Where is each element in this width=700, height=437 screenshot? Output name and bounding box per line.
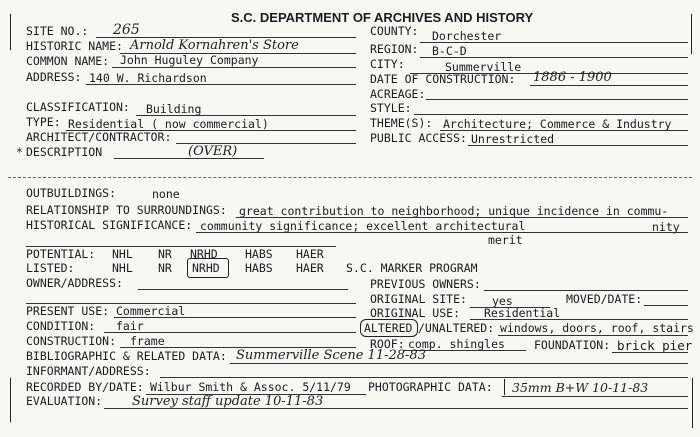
potential-nr: NR <box>158 247 172 261</box>
site-no-value: 265 <box>113 22 140 38</box>
unaltered-label: /UNALTERED: <box>418 321 495 335</box>
present-use-label: PRESENT USE: <box>26 304 110 318</box>
section-divider <box>8 177 692 178</box>
owner-address-label: OWNER/ADDRESS: <box>26 276 123 290</box>
left-bracket-top <box>10 14 11 50</box>
historical-significance-value: community significance; excellent architectural <box>200 219 526 233</box>
owner-address-line <box>138 289 348 290</box>
relationship-value: great contribution to neighborhood; unique incidence in commu- <box>239 204 669 218</box>
construction-value: frame <box>130 334 165 348</box>
condition-label: CONDITION: <box>26 319 96 333</box>
original-use-line <box>470 319 688 320</box>
classification-line <box>136 115 356 116</box>
type-label: TYPE: <box>26 115 61 129</box>
historical-significance-label: HISTORICAL SIGNIFICANCE: <box>26 218 193 232</box>
county-value: Dorchester <box>432 29 502 43</box>
right-bracket-top <box>691 14 692 54</box>
original-site-label: ORIGINAL SITE: <box>370 292 467 306</box>
condition-line <box>104 332 356 333</box>
informant-label: INFORMANT/ADDRESS: <box>26 364 151 378</box>
classification-value: Building <box>146 102 202 116</box>
type-value: Residential ( now commercial) <box>68 117 269 131</box>
relationship-label: RELATIONSHIP TO SURROUNDINGS: <box>26 203 227 217</box>
left-bracket-bottom <box>10 378 11 422</box>
classification-label: CLASSIFICATION: <box>26 100 130 114</box>
recorded-by-value: Wilbur Smith & Assoc. 5/11/79 <box>150 380 351 394</box>
construction-label: CONSTRUCTION: <box>26 334 117 348</box>
photographic-data-line <box>502 396 688 397</box>
address-label: ADDRESS: <box>26 70 82 84</box>
relationship-value-cont: nity <box>652 220 680 234</box>
county-label: COUNTY: <box>370 24 419 38</box>
listed-haer: HAER <box>296 261 324 275</box>
nrhd-circle <box>187 258 229 278</box>
foundation-value: brick pier <box>617 338 693 353</box>
photo-box-left <box>504 379 505 395</box>
themes-label: THEME(S): <box>370 116 433 130</box>
acreage-label: ACREAGE: <box>370 87 426 101</box>
condition-value: fair <box>116 319 144 333</box>
region-value: B-C-D <box>432 44 467 58</box>
listed-nrhd: NRHD <box>192 261 220 275</box>
photographic-data-label: PHOTOGRAPHIC DATA: <box>368 380 493 394</box>
evaluation-value: Survey staff update 10-11-83 <box>132 394 324 409</box>
evaluation-label: EVALUATION: <box>26 394 103 408</box>
roof-value: comp. shingles <box>408 337 505 351</box>
themes-line <box>440 130 688 131</box>
acreage-line <box>426 99 688 100</box>
original-use-label: ORIGINAL USE: <box>370 306 461 320</box>
historical-significance-value-cont: merit <box>488 233 523 247</box>
bibliographic-label: BIBLIOGRAPHIC & RELATED DATA: <box>26 349 227 363</box>
foundation-label: FOUNDATION: <box>534 338 611 352</box>
historical-significance-line <box>196 232 688 233</box>
present-use-value: Commercial <box>116 304 186 318</box>
style-label: STYLE: <box>370 101 412 115</box>
site-no-label: SITE NO.: <box>26 24 89 38</box>
description-value: (OVER) <box>188 144 238 159</box>
address-value: 140 W. Richardson <box>89 71 207 85</box>
roof-label: ROOF: <box>370 337 405 351</box>
date-construction-line <box>530 85 688 86</box>
potential-habs: HABS <box>245 247 273 261</box>
common-name-label: COMMON NAME: <box>26 54 110 68</box>
moved-date-line <box>644 305 688 306</box>
listed-nr: NR <box>158 261 172 275</box>
altered-items-value: windows, doors, roof, stairs <box>500 321 694 335</box>
listed-label: LISTED: <box>26 261 75 275</box>
public-access-line <box>468 145 688 146</box>
form-title: S.C. DEPARTMENT OF ARCHIVES AND HISTORY <box>231 10 534 25</box>
potential-nhl: NHL <box>112 247 133 261</box>
evaluation-line <box>104 408 688 409</box>
photographic-data-value: 35mm B+W 10-11-83 <box>512 380 649 395</box>
style-line <box>414 114 688 115</box>
relationship-line <box>236 217 688 218</box>
public-access-label: PUBLIC ACCESS: <box>370 131 467 145</box>
potential-haer: HAER <box>296 247 324 261</box>
outbuildings-value: none <box>152 187 180 201</box>
present-use-line <box>114 317 356 318</box>
region-label: REGION: <box>370 42 419 56</box>
marker-program-label: S.C. MARKER PROGRAM <box>346 261 478 275</box>
address-line <box>86 84 356 85</box>
foundation-line <box>612 352 688 353</box>
altered-label: ALTERED <box>364 321 413 335</box>
city-label: CITY: <box>370 57 405 71</box>
description-star: * <box>16 145 23 159</box>
bibliographic-line <box>230 363 688 364</box>
date-construction-value: 1886 - 1900 <box>533 70 612 85</box>
listed-habs: HABS <box>245 261 273 275</box>
potential-label: POTENTIAL: <box>26 247 96 261</box>
potential-nrhd: NRHD <box>190 247 218 261</box>
date-construction-label: DATE OF CONSTRUCTION: <box>370 72 516 86</box>
region-line <box>420 57 688 58</box>
architect-label: ARCHITECT/CONTRACTOR: <box>26 130 172 144</box>
historic-name-label: HISTORIC NAME: <box>26 39 123 53</box>
previous-owners-line <box>484 290 688 291</box>
description-label: DESCRIPTION <box>26 145 103 159</box>
previous-owners-label: PREVIOUS OWNERS: <box>370 277 481 291</box>
description-line <box>114 158 264 159</box>
listed-nhl: NHL <box>112 261 133 275</box>
common-name-line <box>112 67 356 68</box>
themes-value: Architecture; Commerce & Industry <box>443 117 672 131</box>
moved-date-label: MOVED/DATE: <box>566 292 643 306</box>
common-name-value: John Huguley Company <box>120 53 259 67</box>
recorded-by-label: RECORDED BY/DATE: <box>26 380 144 394</box>
county-line <box>420 42 688 43</box>
right-bracket-bottom <box>692 378 693 428</box>
informant-line <box>160 377 688 378</box>
bibliographic-value: Summerville Scene 11-28-83 <box>236 348 426 363</box>
altered-items-line <box>498 335 688 336</box>
city-value: Summerville <box>445 60 522 74</box>
outbuildings-label: OUTBUILDINGS: <box>26 186 117 200</box>
historic-name-value: Arnold Kornahren's Store <box>130 38 299 53</box>
public-access-value: Unrestricted <box>471 132 555 146</box>
original-site-value: yes <box>492 294 513 308</box>
original-use-value: Residential <box>484 306 561 320</box>
